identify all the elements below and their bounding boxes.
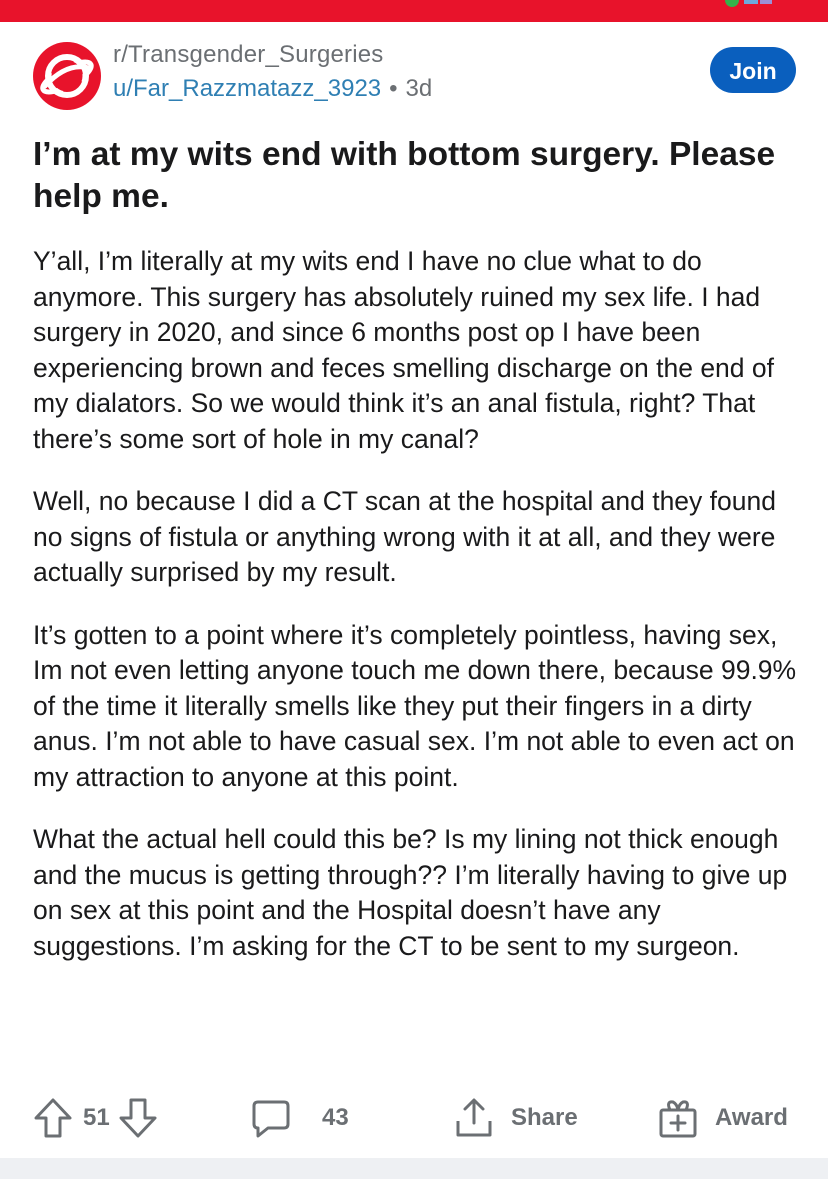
post-age: 3d: [405, 75, 433, 102]
upvote-arrow-icon: [33, 1097, 73, 1139]
downvote-arrow-icon: [118, 1097, 158, 1139]
author-username[interactable]: u/Far_Razzmatazz_3923: [113, 75, 382, 102]
post-paragraph: Well, no because I did a CT scan at the hospital and they found no signs of fistula or anything wrong with it at all, and they were actually surprised by my result.: [33, 486, 776, 587]
post-paragraph: It’s gotten to a point where it’s completely pointless, having sex, Im not even letting anyone touch me down there, because 99.9% of the time it literally smells like they put their fingers in a dirty anus. I’m not able to have casual sex. I’m not able to even act on my attraction to anyone at this point.: [33, 619, 797, 792]
share-label: Share: [511, 1104, 578, 1131]
comment-bubble-icon: [250, 1097, 292, 1139]
author-line: [113, 73, 432, 105]
post-body: [33, 244, 803, 991]
post-paragraph: What the actual hell could this be? Is my lining not thick enough and the mucus is getting through?? I’m literally having to give up on sex at this point and the Hospital doesn’t have any suggestions. I’m asking for the CT to be sent to my surgeon.: [33, 824, 788, 961]
comment-count: 43: [322, 1104, 349, 1131]
post-meta: [113, 40, 432, 105]
meta-separator: •: [389, 75, 398, 102]
post-title: I’m at my wits end with bottom surgery. Please help me.: [33, 136, 776, 215]
status-icons: [722, 0, 782, 10]
subreddit-avatar[interactable]: [33, 42, 101, 110]
award-label: Award: [715, 1104, 788, 1131]
comments-button[interactable]: [250, 1090, 349, 1146]
join-button[interactable]: Join: [710, 47, 796, 93]
vote-group: [33, 1090, 158, 1146]
share-button[interactable]: [453, 1090, 578, 1146]
post-paragraph: Y’all, I’m literally at my wits end I have no clue what to do anymore. This surgery has absolutely ruined my sex life. I had surgery in 2020, and since 6 months post op I have been experiencing brown and feces smelling discharge on the end of my dialators. So we would think it’s an anal fistula, right? That there’s some sort of hole in my canal?: [33, 246, 774, 454]
subreddit-name[interactable]: r/Transgender_Surgeries: [113, 41, 384, 68]
gift-award-icon: [657, 1097, 699, 1139]
share-icon: [453, 1097, 495, 1139]
feed-divider: [0, 1158, 828, 1179]
top-status-bar: [0, 0, 828, 22]
post-header: [0, 22, 828, 122]
award-button[interactable]: [657, 1090, 788, 1146]
subreddit-planet-icon: [33, 42, 101, 110]
downvote-button[interactable]: [118, 1097, 158, 1139]
upvote-button[interactable]: [33, 1097, 73, 1139]
vote-count: 51: [83, 1104, 110, 1131]
post-action-bar: [0, 1090, 828, 1150]
